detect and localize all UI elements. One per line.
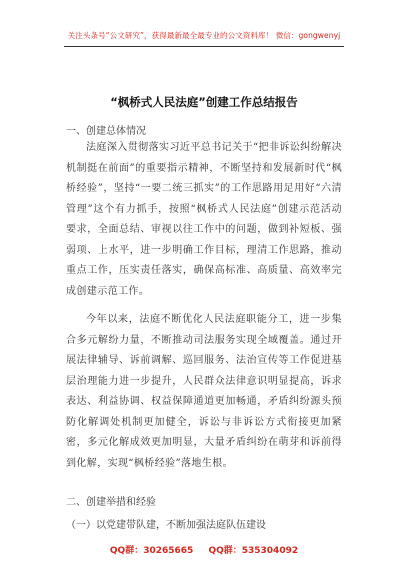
qq-group-2: QQ群：535304092 bbox=[208, 546, 299, 556]
paragraph-1-block bbox=[66, 138, 342, 302]
section1-heading-block bbox=[66, 122, 342, 137]
header-divider bbox=[64, 46, 344, 47]
section1-heading: 一、创建总体情况 bbox=[66, 126, 146, 137]
subsection-1-block bbox=[66, 516, 342, 531]
subsection-1-heading: （一）以党建带队建，不断加强法庭队伍建设 bbox=[66, 520, 266, 531]
qq-group-1: QQ群：30265665 bbox=[109, 546, 194, 556]
document-title: “枫桥式人民法庭”创建工作总结报告 bbox=[110, 95, 298, 109]
section2-heading-block bbox=[66, 493, 342, 508]
paragraph-1: 法庭深入贯彻落实习近平总书记关于“把非诉讼纠纷解决机制挺在前面”的重要指示精神，不断坚持和发展新时代“枫桥经验”，坚持“一要二统三抓实”的工作思路用足用好“六清管理”这个有力抓手，按照“枫桥式人民法庭”创建示范活动要求，全面总结、审视以往工作中的问题，做到补短板、强弱项、上水平，进一步明确工作目标，理清工作思路，推动重点工作，压实责任落实，确保高标准、高质量、高效率完成创建示范工作。 bbox=[66, 142, 342, 297]
footer-contact bbox=[0, 543, 408, 556]
section2-heading: 二、创建举措和经验 bbox=[66, 497, 156, 508]
paragraph-2: 今年以来，法庭不断优化人民法庭职能分工，进一步集合多元解纷力量，不断推动司法服务实现全域覆盖。通过开展法律辅导、诉前调解、巡回服务、法治宣传等工作促进基层治理能力进一步提升，人民群众法律意识明显提高，诉求表达、利益协调、权益保障通道更加畅通，矛盾纠纷源头预防化解调处机制更加健全，诉讼与非诉讼方式衔接更加紧密，多元化解成效更加明显，大量矛盾纠纷在萌芽和诉前得到化解，实现“枫桥经验”落地生根。 bbox=[66, 314, 342, 469]
paragraph-2-block bbox=[66, 310, 342, 474]
header-note: 关注头条号“公文研究”，获得最新最全最专业的公文资料库！ 微信：gongwenyj bbox=[67, 31, 341, 40]
